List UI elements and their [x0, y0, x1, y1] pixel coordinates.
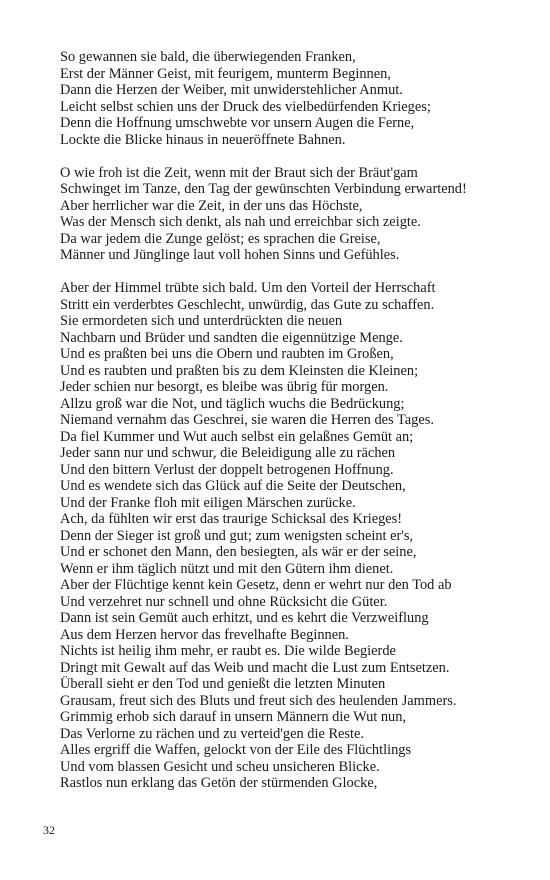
verse-line: Da war jedem die Zunge gelöst; es sprachen die Greise,: [60, 230, 381, 247]
verse-line: So gewannen sie bald, die überwiegenden Franken,: [60, 49, 356, 65]
verse-line: Schwinget im Tanze, den Tag der gewünschten Verbindung erwartend!: [60, 181, 467, 197]
verse-line: Jeder schien nur besorgt, es bleibe was übrig für morgen.: [60, 379, 389, 395]
verse-line: Alles ergriff die Waffen, gelockt von der Eile des Flüchtlings: [60, 742, 412, 758]
verse-line: Leicht selbst schien uns der Druck des vielbedürfenden Krieges;: [60, 98, 431, 115]
verse-line: Und es praßten bei uns die Obern und raubten im Großen,: [60, 346, 394, 362]
verse-line: Und der Franke floh mit eiligen Märschen zurücke.: [60, 494, 356, 511]
stanza: [60, 165, 530, 264]
verse-line: Dringt mit Gewalt auf das Weib und macht die Lust zum Entsetzen.: [60, 659, 450, 676]
verse-line: Allzu groß war die Not, und täglich wuchs die Bedrückung;: [60, 395, 405, 412]
verse-line: O wie froh ist die Zeit, wenn mit der Braut sich der Bräut'gam: [60, 164, 418, 181]
stanza: [60, 49, 530, 148]
verse-line: Rastlos nun erklang das Getön der stürmenden Glocke,: [60, 775, 378, 791]
verse-line: Dann die Herzen der Weiber, mit unwiderstehlicher Anmut.: [60, 82, 403, 98]
verse-line: Erst der Männer Geist, mit feurigem, munterm Beginnen,: [60, 65, 391, 82]
verse-line: Das Verlorne zu rächen und zu verteid'gen die Reste.: [60, 725, 365, 742]
verse-line: Und es wendete sich das Glück auf die Seite der Deutschen,: [60, 478, 406, 494]
verse-line: Lockte die Blicke hinaus in neueröffnete Bahnen.: [60, 131, 346, 148]
poem-text: [60, 49, 530, 808]
verse-line: Und es raubten und praßten bis zu dem Kleinsten die Kleinen;: [60, 362, 419, 379]
verse-line: Aber herrlicher war die Zeit, in der uns das Höchste,: [60, 197, 363, 214]
verse-line: Grausam, freut sich des Bluts und freut sich des heulenden Jammers.: [60, 692, 457, 709]
stanza: [60, 280, 530, 792]
verse-line: Und vom blassen Gesicht und scheu unsicheren Blicke.: [60, 758, 380, 775]
verse-line: Und verzehret nur schnell und ohne Rücksicht die Güter.: [60, 593, 388, 610]
verse-line: Und den bittern Verlust der doppelt betrogenen Hoffnung.: [60, 461, 394, 478]
verse-line: Wenn er ihm täglich nützt und mit den Gütern ihm dienet.: [60, 560, 394, 577]
verse-line: Denn die Hoffnung umschwebte vor unsern Augen die Ferne,: [60, 115, 415, 131]
page-number: 32: [43, 823, 55, 837]
verse-line: Ach, da fühlten wir erst das traurige Schicksal des Krieges!: [60, 511, 403, 527]
verse-line: Da fiel Kummer und Wut auch selbst ein gelaßnes Gemüt an;: [60, 428, 414, 445]
verse-line: Aber der Himmel trübte sich bald. Um den Vorteil der Herrschaft: [60, 280, 436, 296]
verse-line: Männer und Jünglinge laut voll hohen Sinns und Gefühles.: [60, 247, 400, 263]
verse-line: Nichts ist heilig ihm mehr, er raubt es. Die wilde Begierde: [60, 643, 396, 659]
verse-line: Sie ermordeten sich und unterdrückten die neuen: [60, 313, 343, 329]
verse-line: Aus dem Herzen hervor das frevelhafte Beginnen.: [60, 626, 349, 643]
verse-line: Denn der Sieger ist groß und gut; zum wenigsten scheint er's,: [60, 527, 414, 544]
verse-line: Was der Mensch sich denkt, als nah und erreichbar sich zeigte.: [60, 214, 421, 230]
verse-line: Grimmig erhob sich darauf in unsern Männern die Wut nun,: [60, 709, 407, 725]
verse-line: Überall sieht er den Tod und genießt die letzten Minuten: [60, 676, 386, 692]
verse-line: Aber der Flüchtige kennt kein Gesetz, denn er wehrt nur den Tod ab: [60, 577, 452, 593]
verse-line: Nachbarn und Brüder und sandten die eigennützige Menge.: [60, 329, 403, 346]
verse-line: Jeder sann nur und schwur, die Beleidigung alle zu rächen: [60, 445, 396, 461]
verse-line: Niemand vernahm das Geschrei, sie waren die Herren des Tages.: [60, 412, 434, 428]
verse-line: Stritt ein verderbtes Geschlecht, unwürdig, das Gute zu schaffen.: [60, 296, 435, 313]
verse-line: Dann ist sein Gemüt auch erhitzt, und es kehrt die Verzweiflung: [60, 610, 429, 626]
verse-line: Und er schonet den Mann, den besiegten, als wär er der seine,: [60, 544, 417, 560]
